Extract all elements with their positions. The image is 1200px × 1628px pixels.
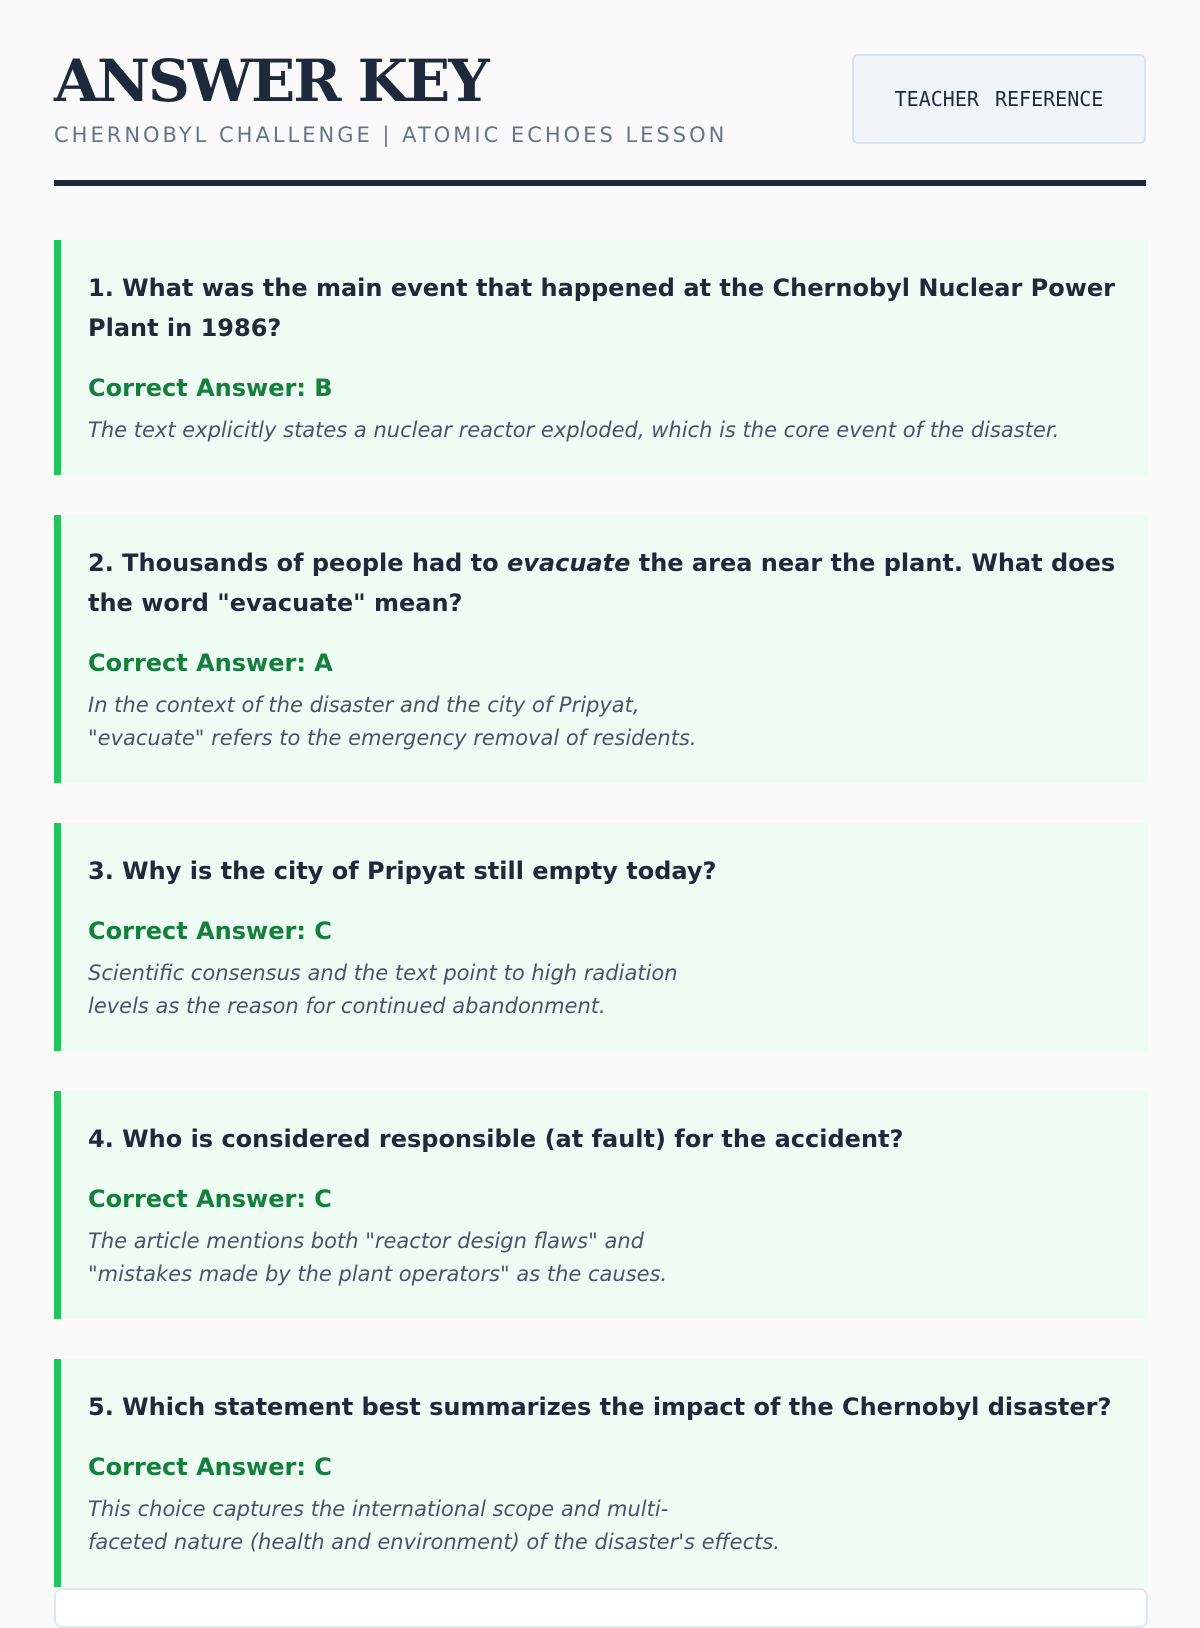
correct-answer: Correct Answer: B xyxy=(88,374,333,402)
answer-explanation xyxy=(88,414,1118,447)
explanation-line: In the context of the disaster and the city of Pripyat, xyxy=(88,693,640,717)
question-card-5 xyxy=(54,1359,1148,1587)
explanation-line: The text explicitly states a nuclear reactor exploded, which is the core event of the disaster. xyxy=(88,418,1060,442)
teacher-reference-badge: TEACHER REFERENCE xyxy=(852,54,1146,144)
explanation-line: Scientific consensus and the text point to high radiation xyxy=(88,961,678,985)
question-text: 1. What was the main event that happened at the Chernobyl Nuclear Power Plant in 1986? xyxy=(88,274,1115,342)
answer-list xyxy=(54,240,1148,1627)
explanation-line: The article mentions both "reactor design flaws" and xyxy=(88,1229,644,1253)
question-text: 5. Which statement best summarizes the impact of the Chernobyl disaster? xyxy=(88,1393,1112,1421)
question-prefix: 2. Thousands of people had to xyxy=(88,549,507,577)
correct-answer: Correct Answer: C xyxy=(88,1185,332,1213)
answer-explanation xyxy=(88,1493,1118,1559)
explanation-line: "evacuate" refers to the emergency removal of residents. xyxy=(88,726,697,750)
explanation-line: faceted nature (health and environment) of the disaster's effects. xyxy=(88,1530,780,1554)
question-card-3 xyxy=(54,823,1148,1051)
answer-explanation xyxy=(88,689,1118,755)
correct-answer: Correct Answer: C xyxy=(88,917,332,945)
question-text: 4. Who is considered responsible (at fault) for the accident? xyxy=(88,1125,904,1153)
explanation-line: "mistakes made by the plant operators" as the causes. xyxy=(88,1262,668,1286)
explanation-line: This choice captures the international scope and multi- xyxy=(88,1497,669,1521)
question-emphasis: evacuate xyxy=(507,549,631,577)
question-card-1 xyxy=(54,240,1148,475)
page-title: ANSWER KEY xyxy=(54,47,488,115)
page-header xyxy=(54,0,1146,186)
explanation-line: levels as the reason for continued abandonment. xyxy=(88,994,606,1018)
question-suffix: the area near the plant. What does the word "evacuate" mean? xyxy=(88,549,1116,617)
question-card-2 xyxy=(54,515,1148,783)
question-card-4 xyxy=(54,1091,1148,1319)
answer-explanation xyxy=(88,957,1118,1023)
answer-explanation xyxy=(88,1225,1118,1291)
page-subtitle: CHERNOBYL CHALLENGE | ATOMIC ECHOES LESSON xyxy=(54,123,728,147)
question-text: 3. Why is the city of Pripyat still empty today? xyxy=(88,857,717,885)
correct-answer: Correct Answer: A xyxy=(88,649,333,677)
correct-answer: Correct Answer: C xyxy=(88,1453,332,1481)
question-text xyxy=(88,543,1118,623)
next-card-edge xyxy=(54,1588,1148,1628)
